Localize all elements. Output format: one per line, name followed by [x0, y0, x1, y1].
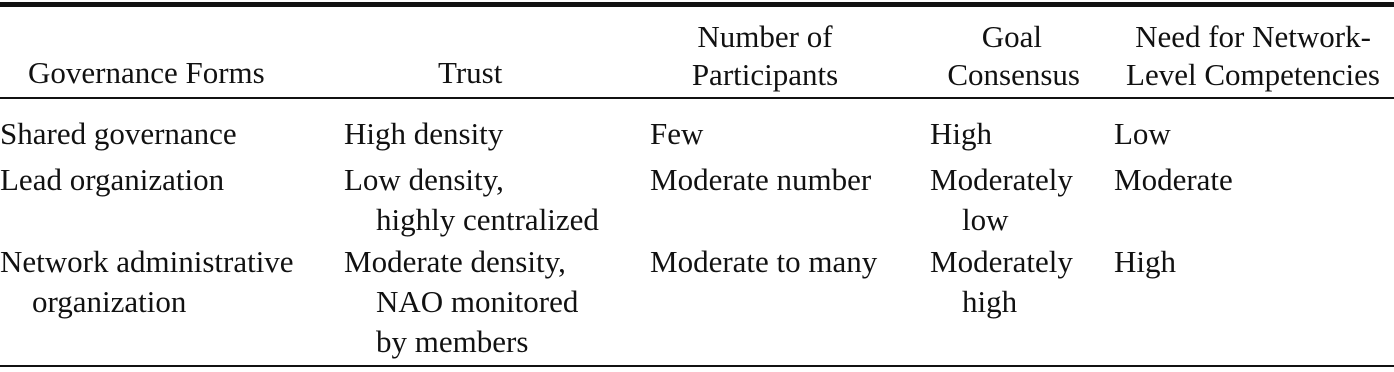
cell-form: Shared governance	[0, 116, 237, 151]
header-goal-consensus: Goal Consensus	[947, 19, 1080, 92]
cell-trust: Low density, highly centralized	[344, 162, 599, 237]
table-row: Network administrative organization	[0, 244, 294, 319]
header-governance-forms: Governance Forms	[28, 55, 265, 90]
cell-trust: Moderate density, NAO monitored by members	[344, 244, 579, 359]
cell-trust: High density	[344, 116, 504, 151]
table-bottom-rule	[0, 365, 1394, 367]
cell-competencies: High	[1114, 244, 1176, 279]
cell-consensus: Moderately high	[930, 244, 1073, 319]
header-bottom-rule	[0, 97, 1394, 99]
cell-consensus: High	[930, 116, 992, 151]
cell-form: Lead organization	[0, 162, 225, 197]
cell-participants: Moderate number	[650, 162, 872, 197]
table-row	[0, 160, 224, 200]
table-top-rule	[0, 2, 1394, 7]
header-network-level-competencies: Need for Network- Level Competencies	[1126, 19, 1380, 92]
cell-competencies: Low	[1114, 116, 1171, 151]
cell-participants: Moderate to many	[650, 244, 878, 279]
cell-consensus: Moderately low	[930, 162, 1073, 237]
table-row	[0, 114, 237, 154]
cell-form: Network administrative	[0, 244, 294, 279]
header-number-of-participants: Number of Participants	[691, 19, 839, 92]
header-trust: Trust	[438, 55, 503, 90]
cell-participants: Few	[650, 116, 704, 151]
cell-competencies: Moderate	[1114, 162, 1233, 197]
